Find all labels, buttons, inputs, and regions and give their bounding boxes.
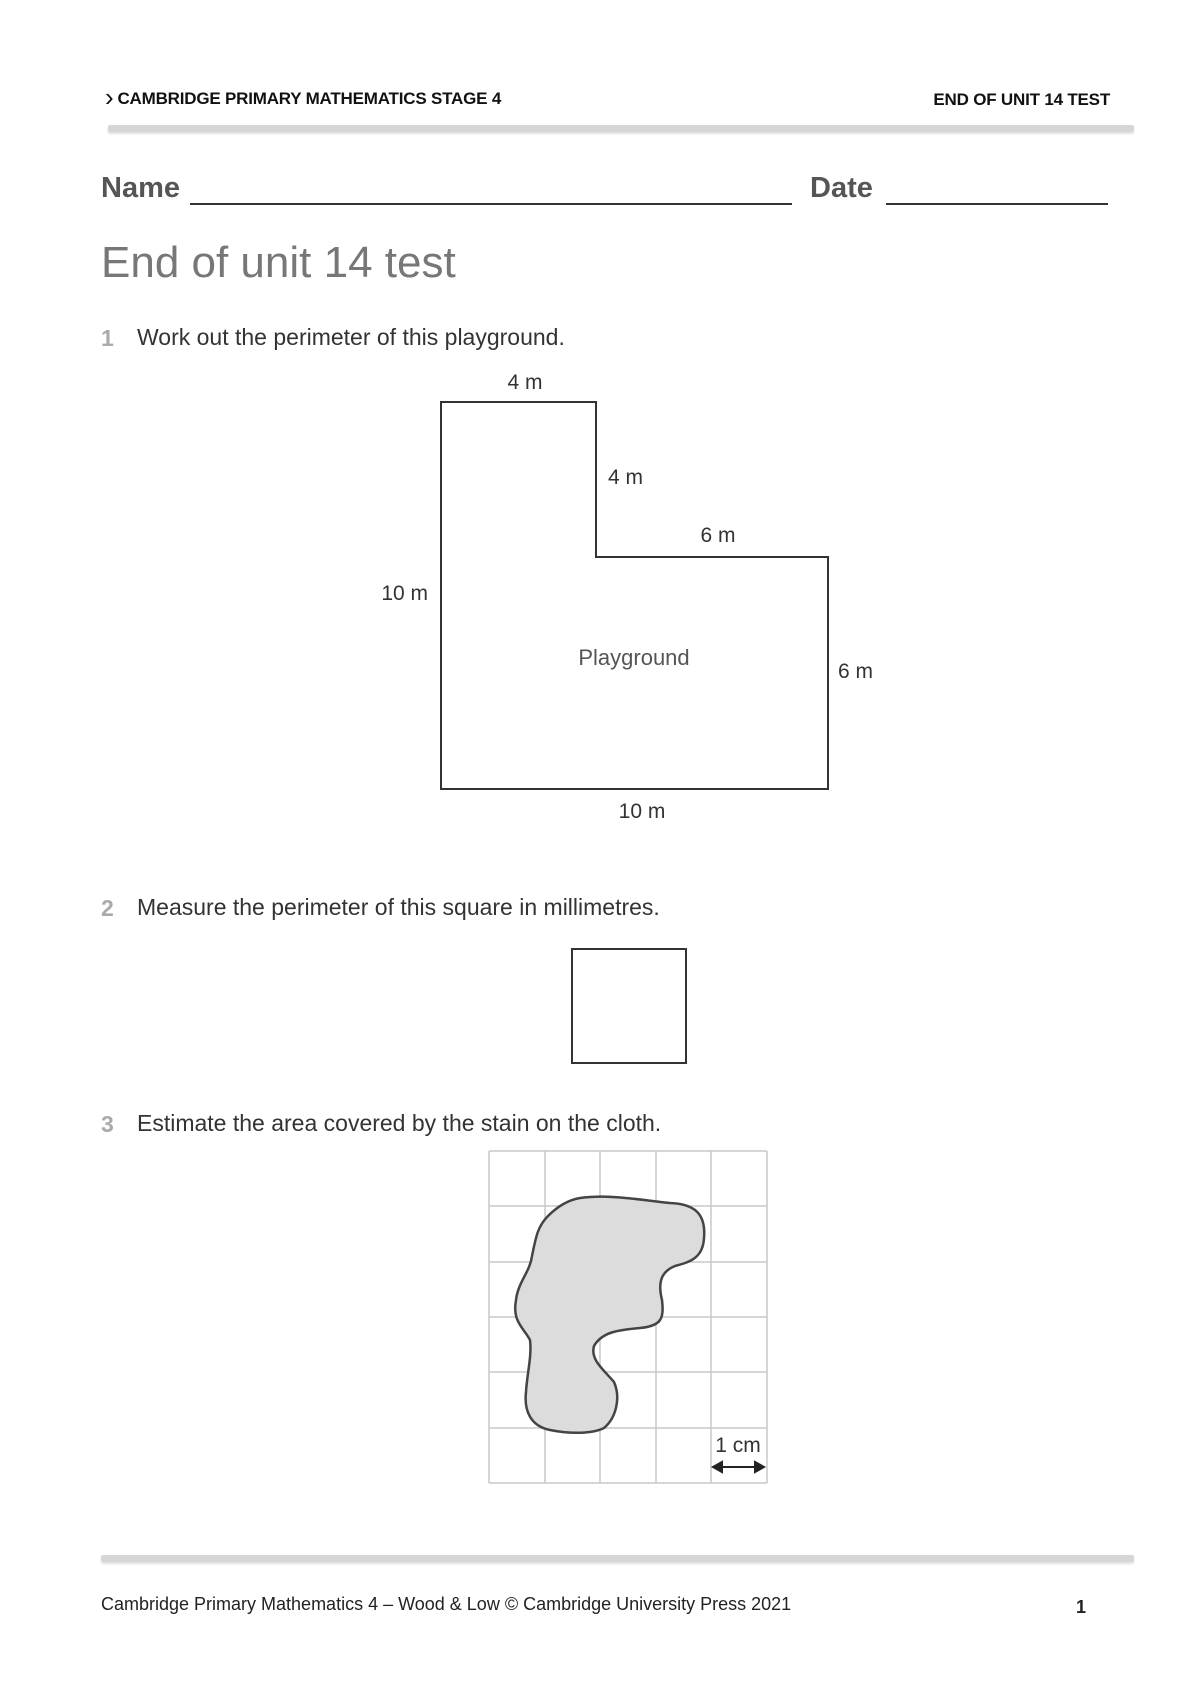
label-top: 4 m xyxy=(507,371,543,394)
footer-divider xyxy=(101,1555,1134,1562)
question-3-text: Estimate the area covered by the stain on the cloth. xyxy=(137,1110,662,1136)
square-figure xyxy=(572,949,686,1063)
page-title: End of unit 14 test xyxy=(101,238,456,287)
label-inner-horizontal: 6 m xyxy=(700,524,736,547)
question-1-text: Work out the perimeter of this playground. xyxy=(137,324,565,350)
stain-shape xyxy=(515,1197,704,1433)
test-label: END OF UNIT 14 TEST xyxy=(933,90,1110,109)
chevron-right-icon: › xyxy=(105,82,114,112)
date-label: Date xyxy=(810,172,873,204)
label-left: 10 m xyxy=(381,582,428,605)
playground-figure xyxy=(381,371,873,823)
question-3-number: 3 xyxy=(101,1111,114,1137)
page-number: 1 xyxy=(1076,1597,1087,1617)
stain-grid-figure xyxy=(489,1151,767,1483)
name-label: Name xyxy=(101,172,180,204)
playground-shape xyxy=(441,402,828,789)
series-title: CAMBRIDGE PRIMARY MATHEMATICS STAGE 4 xyxy=(117,89,502,108)
question-2-text: Measure the perimeter of this square in millimetres. xyxy=(137,894,660,920)
label-right: 6 m xyxy=(838,660,874,683)
question-1-number: 1 xyxy=(101,325,114,351)
playground-label: Playground xyxy=(578,645,690,670)
question-2-number: 2 xyxy=(101,895,114,921)
label-inner-vertical: 4 m xyxy=(608,466,644,489)
scale-arrow-icon xyxy=(713,1462,764,1472)
scale-label: 1 cm xyxy=(715,1434,761,1457)
footer-credit: Cambridge Primary Mathematics 4 – Wood & Low © Cambridge University Press 2021 xyxy=(101,1594,792,1614)
label-bottom: 10 m xyxy=(618,800,666,823)
